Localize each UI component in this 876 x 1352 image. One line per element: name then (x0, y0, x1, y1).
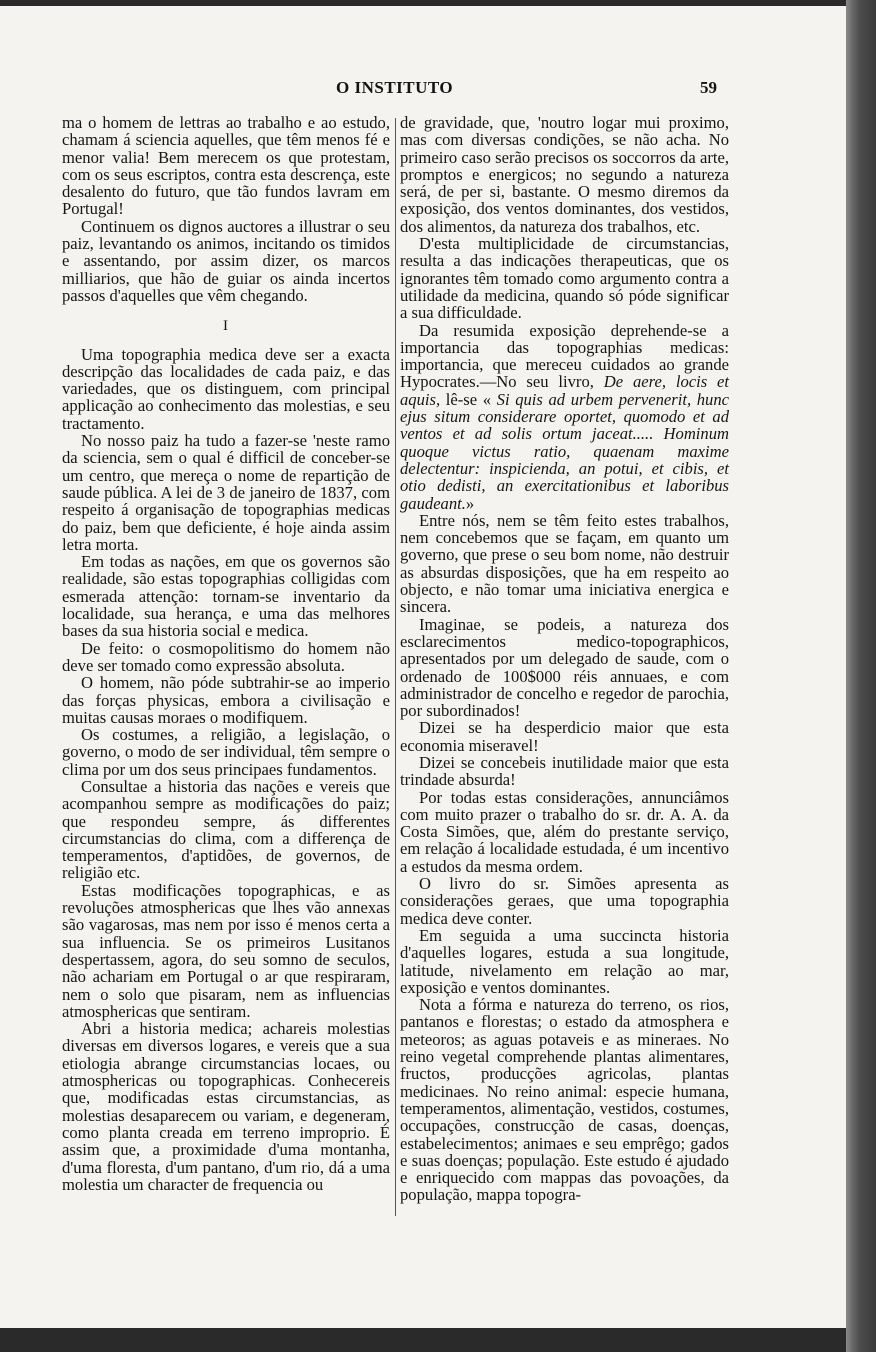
paragraph: Por todas estas considerações, annunciâmos com muito prazer o trabalho do sr. dr. A. A. da Costa Simões, que, além do prestante serviço, em relação á localidade estudada, é um incentivo a estudos da mesma ordem. (400, 787, 729, 876)
paragraph: Em todas as nações, em que os governos são realidade, são estas topographias colligidas com esmerada attenção: tornam-se inventario da localidade, sua herança, e uma das melhores bases da sua historia social e medica. (62, 552, 390, 641)
paragraph: Abri a historia medica; achareis molestias diversas em diversos logares, e vereis que a sua etiologia abrange circumstancias locaes, ou atmosphericas ou topographicas. Conhecereis que, modificadas estas circumstancias, as molestias desaparecem ou variam, e degeneram, como planta creada em terreno improprio. É assim que, a proximidade d'uma montanha, d'uma floresta, d'um pantano, d'um rio, dá a uma molestia um character de frequencia ou (62, 1019, 390, 1194)
paragraph: Estas modificações topographicas, e as revoluções atmosphericas que lhes vão annexas são vagarosas, mas nem por isso é menos certa a sua influencia. Se os primeiros Lusitanos despertassem, agora, do seu somno de seculos, não achariam em Portugal o ar que respiraram, nem o solo que pisaram, nem as influencias atmosphericas que sentiram. (62, 880, 390, 1021)
paragraph: ma o homem de lettras ao trabalho e ao estudo, chamam á sciencia aquelles, que têm menos fé e menor valia! Bem merecem os que protestam, com os seus escriptos, contra esta descrença, este desalento do futuro, que tão fundos lavram em Portugal! (62, 113, 390, 219)
section-number: I (223, 318, 229, 335)
scan-shadow (0, 1328, 846, 1352)
paragraph: O livro do sr. Simões apresenta as considerações geraes, que uma topographia medica deve conter. (400, 874, 729, 928)
paragraph: Consultae a historia das nações e vereis que acompanhou sempre as modificações do paiz; que respondeu sempre, ás differentes circumstancias do clima, com a differença de temperamentos, d'aptidões, de governos, de religião etc. (62, 776, 390, 883)
paragraph: Dizei se ha desperdicio maior que esta economia miseravel! (400, 718, 729, 755)
right-column (400, 114, 729, 1204)
paragraph: De feito: o cosmopolitismo do homem não deve ser tomado como expressão absoluta. (62, 638, 390, 675)
paragraph: O homem, não póde subtrahir-se ao imperio das forças physicas, embora a civilisação e muitas causas moraes o modifiquem. (62, 673, 390, 727)
latin-quotation: Si quis ad urbem pervenerit, hunc ejus situm considerare oportet, quomodo et ad ventos et ad solis ortum jaceat..... Hominum quoque victus ratio, quaenam maxime delectentur: inspicienda, an potui, et cibis, et otio dedisti, an exercitationibus et laboribus gaudeant. (400, 389, 729, 513)
paragraph: Continuem os dignos auctores a illustrar o seu paiz, levantando os animos, incitando os timidos e assentando, por assim dizer, os marcos milliarios, que hão de guiar os ainda incertos passos d'aquelles que vêm chegando. (62, 216, 390, 305)
text-run: lê-se « (445, 389, 492, 409)
scanned-page (0, 6, 846, 1328)
page-header (0, 78, 846, 102)
paragraph: D'esta multiplicidade de circumstancias, resulta a das indicações therapeuticas, que os ignorantes têm tomado como argumento contra a utilidade da medicina, quando só póde significar a sua difficuldade. (400, 234, 729, 323)
left-column (62, 114, 390, 1193)
book-title: De aere, locis et aquis, (400, 372, 729, 409)
paragraph: Entre nós, nem se têm feito estes trabalhos, nem concebemos que se façam, em quanto um governo, que prese o seu bom nome, não destruir as absurdas disposições, que ha em respeito ao objecto, e não tomar uma iniciativa energica e sincera. (400, 510, 729, 617)
paragraph: Os costumes, a religião, a legislação, o governo, o modo de ser individual, têm sempre o clima por um dos seus principaes fundamentos. (62, 725, 390, 779)
paragraph: Uma topographia medica deve ser a exacta descripção das localidades de cada paiz, e das variedades, que os distinguem, com principal applicação ao conhecimento das molestias, e seu tractamento. (62, 344, 390, 433)
page-number: 59 (700, 78, 717, 97)
paragraph: No nosso paiz ha tudo a fazer-se 'neste ramo da sciencia, sem o qual é difficil de conceber-se um centro, que mereça o nome de repartição de saude pública. A lei de 3 de janeiro de 1837, com respeito á organisação de topographias medicas do paiz, bem que deficiente, é hoje ainda assim letra morta. (62, 431, 390, 554)
paragraph: Em seguida a uma succincta historia d'aquelles logares, estuda a sua longitude, latitude, nivelamento em relação ao mar, exposição e ventos dominantes. (400, 925, 729, 997)
column-divider (395, 118, 396, 1216)
text-run: » (465, 493, 475, 513)
text-run: Da resumida exposição deprehende-se a importancia das topographias medicas: importancia, que mereceu cuidados ao grande Hypocrates.—No seu livro, (400, 320, 729, 392)
paragraph: Dizei se concebeis inutilidade maior que esta trindade absurda! (400, 752, 729, 790)
paragraph: de gravidade, que, 'noutro logar mui proximo, mas com diversas condições, se não acha. No primeiro caso serão precisos os soccorros da arte, promptos e energicos; no segundo a natureza será, de per si, bastante. O mesmo diremos da exposição, dos ventos dominantes, dos vestidos, dos alimentos, da natureza dos trabalhos, etc. (400, 113, 729, 236)
paragraph-hippocrates (400, 322, 729, 512)
paragraph: Imaginae, se podeis, a natureza dos esclarecimentos medico-topographicos, apresentados por um delegado de saude, com o ordenado de 100$000 réis annuaes, e com administrador de concelho e regedor de parochia, por subordinados! (400, 614, 729, 721)
book-page-edges (846, 0, 876, 1352)
paragraph: Nota a fórma e natureza do terreno, os rios, pantanos e florestas; o estado da atmosphera e meteoros; as aguas potaveis e as mineraes. No reino vegetal comprehende plantas alimentares, fructos, producções agricolas, plantas medicinaes. No reino animal: especie humana, temperamentos, alimentação, vestidos, costumes, occupações, construcção de casas, doenças, estabelecimentos; animaes e seu emprêgo; gados e suas doenças; população. Este estudo é ajudado e enriquecido com mappas das povoações, da população, mappa topogra- (400, 995, 729, 1205)
running-title: O INSTITUTO (336, 78, 454, 97)
